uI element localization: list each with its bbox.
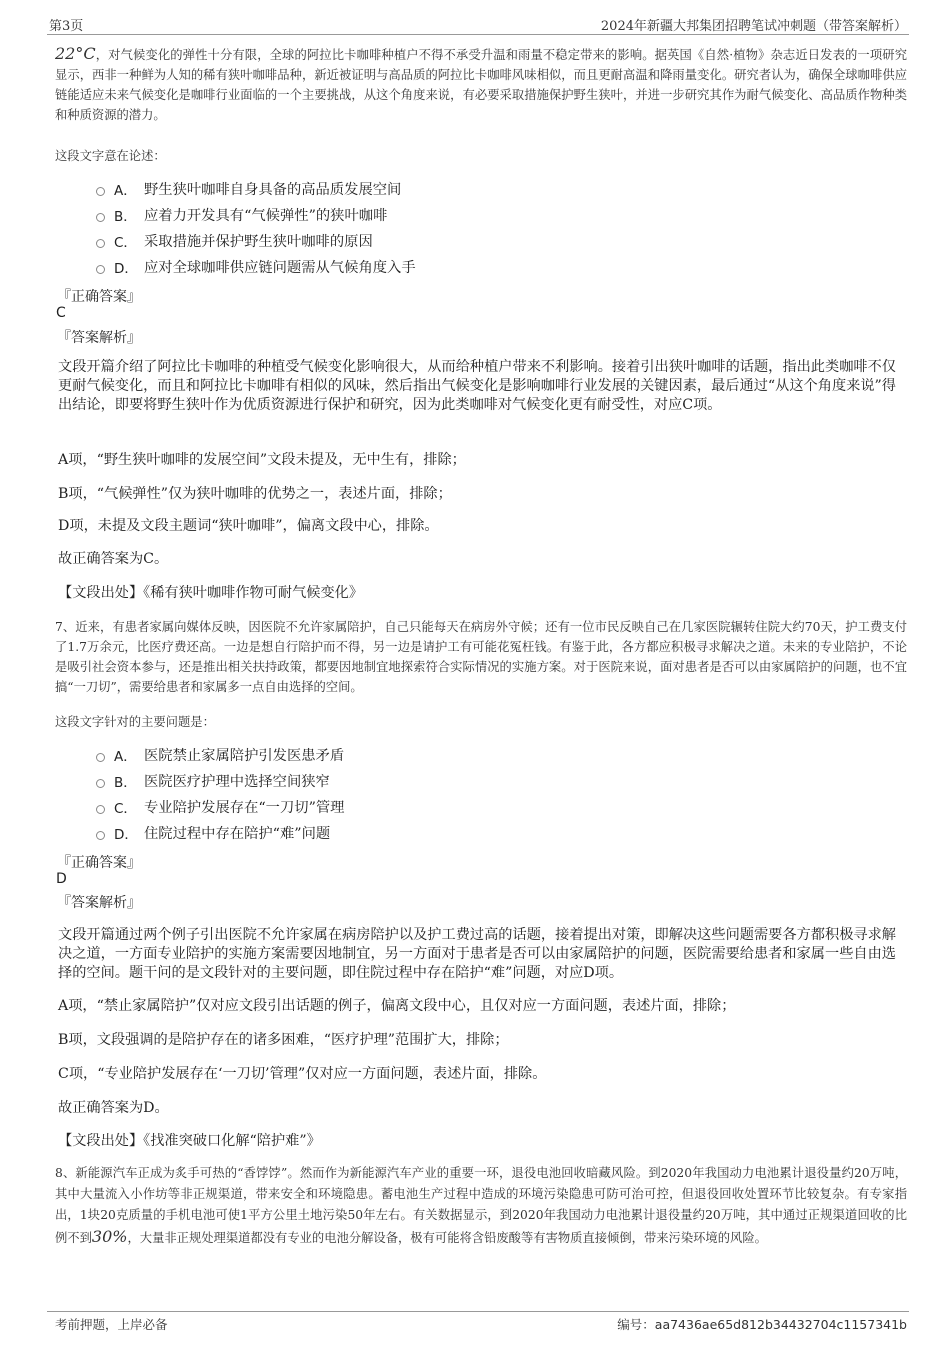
q6-conclusion: 故正确答案为C。	[58, 551, 169, 567]
radio-icon[interactable]	[96, 805, 105, 814]
q7-note-b: B项，文段强调的是陪护存在的诸多困难，“医疗护理”范围扩大，排除；	[58, 1032, 509, 1048]
page-number: 第3页	[49, 19, 84, 34]
q7-option-c[interactable]: C． 专业陪护发展存在“一刀切”管理	[96, 796, 344, 818]
radio-icon[interactable]	[96, 779, 105, 788]
q6-temperature: 22°C	[55, 44, 96, 63]
q6-source: 【文段出处】《稀有狭叶咖啡作物可耐气候变化》	[58, 585, 364, 601]
q7-passage: 7、近来，有患者家属向媒体反映，因医院不允许家属陪护，自己只能每天在病房外守候；还有一位市民反映自己在几家医院辗转住院大约70天，护工费支付了1.7万余元，比医疗费还高。一边是想自行陪护而不得，另一边是请护工有可能花冤枉钱。有鉴于此，各方都应积极寻求解决之道。未来的专业陪护，不论是吸引社会资本参与，还是推出相关扶持政策，都要因地制宜地探索符合实际情况的实施方案。对于医院来说，面对患者是否可以由家属陪护的问题，也不宜搞“一刀切”，需要给患者和家属多一点自由选择的空间。	[55, 620, 907, 694]
q6-prompt: 这段文字意在论述：	[55, 149, 166, 163]
q6-analysis-label: 『答案解析』	[57, 330, 141, 346]
q7-note-c: C项，“专业陪护发展存在‘一刀切’管理”仅对应一方面问题，表述片面，排除。	[58, 1066, 547, 1082]
q6-note-d: D项，未提及文段主题词“狭叶咖啡”，偏离文段中心，排除。	[58, 518, 439, 534]
q7-answer: D	[56, 871, 67, 887]
q6-answer: C	[56, 305, 66, 321]
radio-icon[interactable]	[96, 753, 105, 762]
q6-option-a[interactable]: A． 野生狭叶咖啡自身具备的高品质发展空间	[96, 178, 401, 200]
q7-answer-label: 『正确答案』	[57, 855, 141, 871]
page-footer	[47, 1311, 909, 1334]
footer-slogan: 考前押题，上岸必备	[55, 1317, 168, 1332]
radio-icon[interactable]	[96, 239, 105, 248]
q8-passage-text-b: ，大量非正规处理渠道都没有专业的电池分解设备，极有可能将含铅废酸等有害物质直接倾倒，带来污染环境的风险。	[127, 1231, 767, 1245]
radio-icon[interactable]	[96, 831, 105, 840]
q7-conclusion: 故正确答案为D。	[58, 1100, 169, 1116]
q6-option-c[interactable]: C． 采取措施并保护野生狭叶咖啡的原因	[96, 230, 373, 252]
q7-option-b[interactable]: B． 医院医疗护理中选择空间狭窄	[96, 770, 330, 792]
q7-analysis-label: 『答案解析』	[57, 895, 141, 911]
q8-percent: 30%	[91, 1227, 128, 1246]
radio-icon[interactable]	[96, 213, 105, 222]
radio-icon[interactable]	[96, 187, 105, 196]
document-title: 2024年新疆大邦集团招聘笔试冲刺题（带答案解析）	[600, 19, 907, 34]
q8-passage	[55, 1163, 907, 1249]
q6-note-b: B项，“气候弹性”仅为狭叶咖啡的优势之一，表述片面，排除；	[58, 486, 452, 502]
q6-note-a: A项，“野生狭叶咖啡的发展空间”文段未提及，无中生有，排除；	[58, 452, 466, 468]
q7-note-a: A项，“禁止家属陪护”仅对应文段引出话题的例子，偏离文段中心，且仅对应一方面问题，表述片面，排除；	[58, 998, 736, 1014]
q6-analysis: 文段开篇介绍了阿拉比卡咖啡的种植受气候变化影响很大，从而给种植户带来不利影响。接着引出狭叶咖啡的话题，指出此类咖啡不仅更耐气候变化，而且和阿拉比卡咖啡有相似的风味，然后指出气候变化是影响咖啡行业发展的关键因素，最后通过“从这个角度来说”得出结论，即要将野生狭叶作为优质资源进行保护和研究，因为此类咖啡对气候变化更有耐受性，对应C项。	[58, 359, 896, 413]
q7-option-d[interactable]: D． 住院过程中存在陪护“难”问题	[96, 822, 330, 844]
q7-analysis: 文段开篇通过两个例子引出医院不允许家属在病房陪护以及护工费过高的话题，接着提出对策，即解决这些问题需要各方都积极寻求解决之道，一方面专业陪护的实施方案需要因地制宜，另一方面对于患者是否可以由家属陪护的问题，医院需要给患者和家属一些自由选择的空间。题干问的是文段针对的主要问题，即住院过程中存在陪护“难”问题，对应D项。	[58, 927, 896, 981]
q7-prompt: 这段文字针对的主要问题是：	[55, 715, 215, 729]
q6-passage	[55, 44, 907, 125]
q8-passage-text-a: 8、新能源汽车正成为炙手可热的“香饽饽”。然而作为新能源汽车产业的重要一环，退役电池回收暗藏风险。到2020年我国动力电池累计退役量约20万吨，其中大量流入小作坊等非正规渠道，带来安全和环境隐患。蓄电池生产过程中造成的环境污染隐患可防可治可控，但退役回收处置环节比较复杂。有专家指出，1块20克质量的手机电池可使1平方公里土地污染50年左右。有关数据显示，到2020年我国动力电池累计退役量约20万吨，其中通过正规渠道回收的比例不到	[55, 1166, 907, 1245]
radio-icon[interactable]	[96, 265, 105, 274]
page-header	[47, 14, 909, 35]
q7-option-a[interactable]: A． 医院禁止家属陪护引发医患矛盾	[96, 744, 344, 766]
q6-passage-text: ，对气候变化的弹性十分有限，全球的阿拉比卡咖啡种植户不得不承受升温和雨量不稳定带来的影响。据英国《自然·植物》杂志近日发表的一项研究显示，西非一种鲜为人知的稀有狭叶咖啡品种，新近被证明与高品质的阿拉比卡咖啡风味相似，而且更耐高温和降雨量变化。研究者认为，确保全球咖啡供应链能适应未来气候变化是咖啡行业面临的一个主要挑战，从这个角度来说，有必要采取措施保护野生狭叶，并进一步研究其作为耐气候变化、高品质作物种类和种质资源的潜力。	[55, 48, 907, 122]
q6-option-d[interactable]: D． 应对全球咖啡供应链问题需从气候角度入手	[96, 256, 416, 278]
document-id: 编号：aa7436ae65d812b34432704c1157341b	[617, 1317, 907, 1332]
q6-option-b[interactable]: B． 应着力开发具有“气候弹性”的狭叶咖啡	[96, 204, 387, 226]
q7-source: 【文段出处】《找准突破口化解“陪护难”》	[58, 1133, 321, 1149]
q6-answer-label: 『正确答案』	[57, 289, 141, 305]
